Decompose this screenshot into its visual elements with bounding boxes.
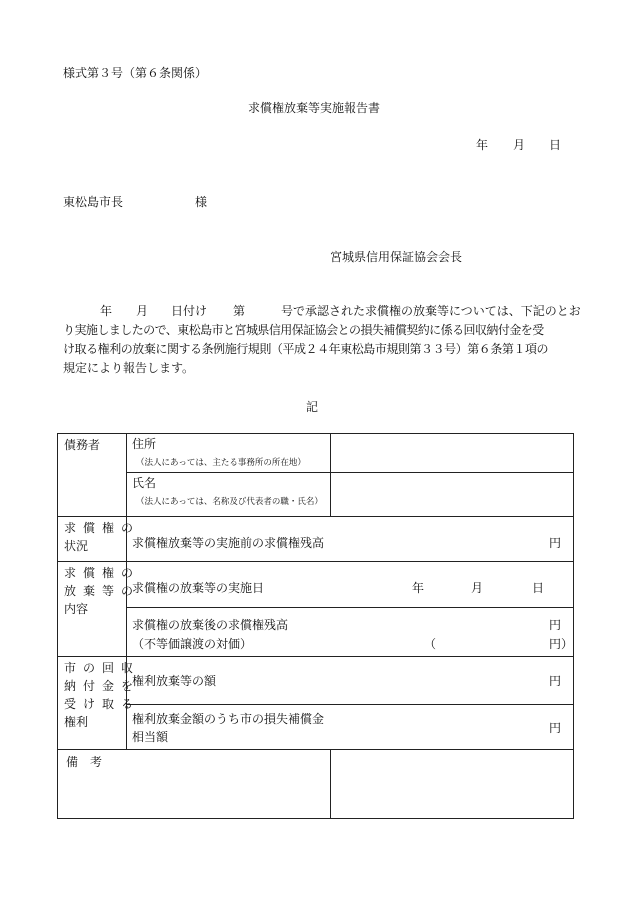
debtor-label: 債務者	[64, 438, 101, 452]
paren-open: （	[424, 637, 437, 651]
paren-unit: 円）	[549, 637, 574, 651]
date-day-label: 日	[549, 138, 562, 152]
body-line-1-rest: 号で承認された求償権の放棄等については、下記のとお	[281, 304, 581, 318]
remaining-line-2: （不等価譲渡の対価）	[132, 637, 253, 651]
body-dai: 第	[233, 304, 246, 318]
rule-status-content	[58, 561, 574, 562]
body-paragraph	[63, 302, 581, 378]
addressee: 東松島市長	[63, 195, 124, 209]
rights-label-4: 権利	[64, 715, 89, 729]
status-label-1: 求償権の	[64, 521, 141, 535]
impl-day: 日	[532, 581, 545, 595]
rule-debtor-status	[58, 516, 574, 517]
rights-label-3: 受け取る	[64, 697, 141, 711]
waiver-unit: 円	[549, 674, 562, 688]
document-title: 求償権放棄等実施報告書	[248, 101, 381, 115]
status-unit: 円	[549, 536, 562, 550]
column-divider-debtor	[330, 434, 331, 516]
ki-heading: 記	[306, 400, 319, 414]
body-month: 月	[136, 304, 149, 318]
rule-address-name	[126, 472, 574, 473]
date-month-label: 月	[513, 138, 526, 152]
date-year-label: 年	[476, 138, 489, 152]
implementation-date-label: 求償権の放棄等の実施日	[132, 581, 265, 595]
waiver-amount-label: 権利放棄等の額	[132, 674, 217, 688]
content-label-2: 放棄等の	[64, 584, 141, 598]
remaining-unit: 円	[549, 618, 562, 632]
form-number: 様式第３号（第６条関係）	[63, 66, 208, 80]
remaining-line-1: 求償権の放棄後の求償権残高	[132, 618, 289, 632]
report-table	[57, 433, 574, 819]
rule-date-remaining	[126, 607, 574, 608]
address-label: 住所	[132, 437, 157, 451]
rule-content-rights	[58, 656, 574, 657]
body-line-4: 規定により報告します。	[63, 361, 195, 375]
compensation-unit: 円	[549, 721, 562, 735]
impl-year: 年	[412, 581, 425, 595]
impl-month: 月	[471, 581, 484, 595]
status-label-2: 状況	[64, 539, 89, 553]
body-line-2: り実施しましたので、東松島市と宮城県信用保証協会との損失補償契約に係る回収納付金を受	[63, 323, 544, 337]
rights-label-1: 市の回収	[64, 661, 141, 675]
rule-waiver-compensation	[126, 704, 574, 705]
rights-label-2: 納付金を	[64, 679, 141, 693]
address-note: （法人にあっては、主たる事務所の所在地）	[136, 458, 306, 468]
content-label-3: 内容	[64, 602, 89, 616]
body-year: 年	[100, 304, 113, 318]
status-item: 求償権放棄等の実施前の求償権残高	[132, 536, 325, 550]
body-day: 日付け	[171, 304, 208, 318]
name-label: 氏名	[132, 476, 157, 490]
sender: 宮城県信用保証協会会長	[330, 250, 463, 264]
name-note: （法人にあっては、名称及び代表者の職・氏名）	[136, 497, 323, 507]
content-label-1: 求償権の	[64, 566, 141, 580]
rule-rights-remarks	[58, 749, 574, 750]
compensation-line-2: 相当額	[132, 730, 169, 744]
body-line-3: け取る権利の放棄に関する条例施行規則（平成２４年東松島市規則第３３号）第６条第１項の	[63, 342, 549, 356]
body-line-1	[63, 302, 581, 321]
remarks-label: 備 考	[66, 755, 103, 769]
addressee-honorific: 様	[195, 195, 208, 209]
column-divider-remarks	[330, 749, 331, 819]
compensation-line-1: 権利放棄金額のうち市の損失補償金	[132, 712, 325, 726]
